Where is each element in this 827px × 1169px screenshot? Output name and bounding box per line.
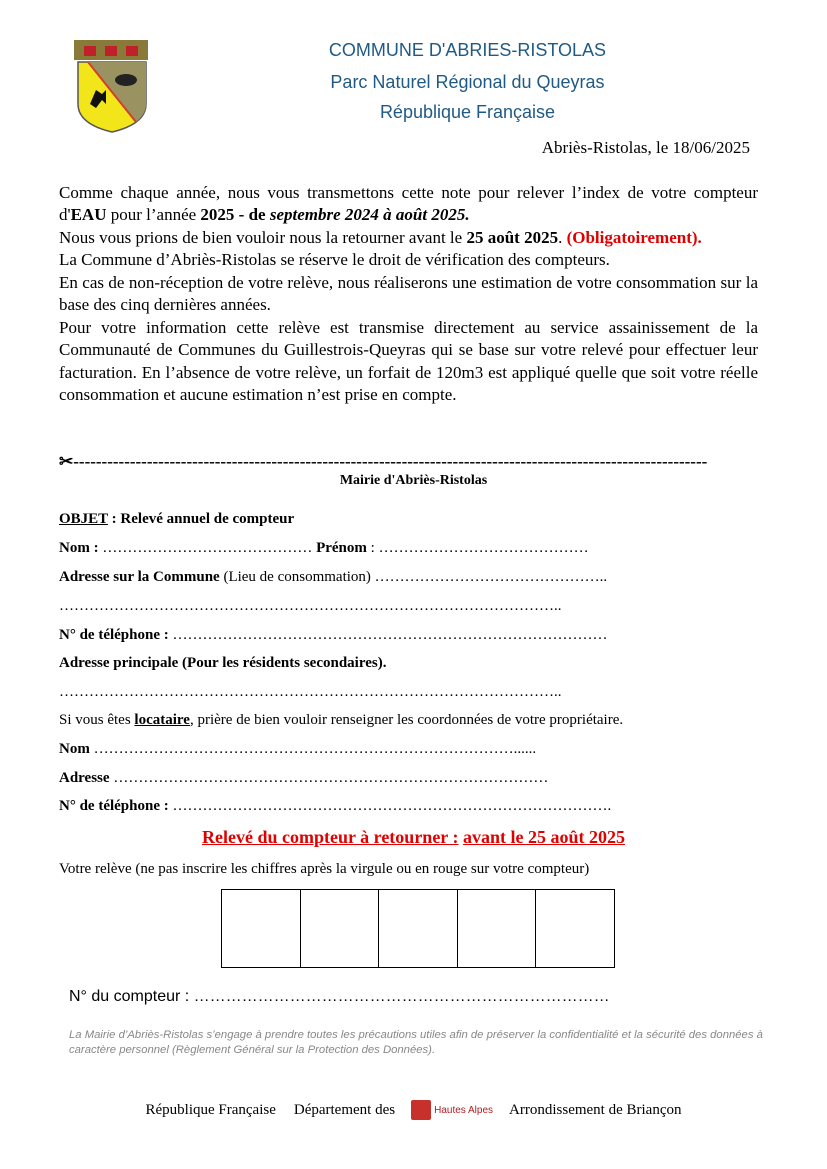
footer-arrondissement: Arrondissement de Briançon bbox=[509, 1101, 682, 1118]
address-label: Adresse sur la Commune bbox=[59, 569, 220, 585]
firstname-label: Prénom bbox=[316, 540, 367, 556]
intro-text: EAU bbox=[70, 205, 107, 225]
phone-field[interactable] bbox=[59, 627, 608, 644]
gdpr-notice: La Mairie d’Abriès-Ristolas s’engage à prendre toutes les précautions utiles afin de préserver la confidentialité et la sécurité des données à caractère personnel (Règlement Général sur la Protection des Données). bbox=[69, 1029, 763, 1056]
intro-text: pour l’année bbox=[106, 205, 201, 225]
intro-text: . bbox=[558, 227, 563, 247]
phone-label: N° de téléphone : bbox=[59, 627, 169, 643]
owner-address-dots[interactable]: …………………………………………………………………………… bbox=[109, 770, 549, 786]
digit-box[interactable] bbox=[301, 890, 380, 967]
phone-dots[interactable]: …………………………………………………………………………… bbox=[168, 627, 608, 643]
address-line-2[interactable]: ……………………………………………………………………………………….. bbox=[59, 598, 562, 614]
mountain-icon bbox=[411, 1100, 431, 1120]
hautes-alpes-label: Hautes Alpes bbox=[434, 1104, 494, 1116]
letter-date: Abriès-Ristolas, le 18/06/2025 bbox=[541, 138, 750, 157]
owner-name-dots[interactable]: …………………………………………………………………………...... bbox=[89, 741, 537, 757]
footer bbox=[0, 1100, 827, 1120]
object-label: OBJET bbox=[59, 511, 108, 527]
reading-heading bbox=[0, 827, 827, 848]
footer-department: Département des bbox=[293, 1101, 396, 1118]
owner-name-label: Nom bbox=[59, 741, 90, 757]
reading-instructions: Votre relève (ne pas inscrire les chiffres après la virgule ou en rouge sur votre compteur) bbox=[59, 861, 590, 877]
owner-phone-field[interactable] bbox=[59, 798, 611, 815]
footer-republic: République Française bbox=[145, 1101, 276, 1118]
digit-box[interactable] bbox=[379, 890, 458, 967]
commune-name: COMMUNE D'ABRIES-RISTOLAS bbox=[328, 40, 607, 60]
mandatory-text: (Obligatoirement). bbox=[566, 227, 702, 247]
main-address-field[interactable]: ……………………………………………………………………………………….. bbox=[59, 684, 562, 700]
owner-name-field[interactable] bbox=[59, 741, 536, 758]
name-label: Nom : bbox=[59, 540, 99, 556]
address-dots[interactable]: (Lieu de consommation) ……………………………………….. bbox=[219, 569, 608, 585]
digit-box[interactable] bbox=[458, 890, 537, 967]
owner-phone-label: N° de téléphone : bbox=[59, 798, 169, 814]
owner-address-label: Adresse bbox=[59, 770, 110, 786]
intro-text: Pour votre information cette relève est transmise directement au service assainissement de la Communauté de Communes du Guillestrois-Queyras qui se base sur votre relevé pour effectuer leur facturation. En l’absence de votre relève, un forfait de 120m3 est appliqué quelle que soit votre réelle consommation et aucune estimation n’est prise en compte. bbox=[59, 317, 758, 405]
owner-phone-dots[interactable]: ……………………………………………………………………………. bbox=[168, 798, 612, 814]
firstname-dots[interactable]: : …………………………………… bbox=[366, 540, 589, 556]
period-text: septembre 2024 à août 2025. bbox=[269, 205, 470, 225]
intro-text bbox=[59, 182, 758, 407]
intro-text: 2025 - de bbox=[200, 205, 270, 225]
reading-heading-a: Relevé du compteur à retourner : bbox=[202, 827, 459, 847]
republic-name: République Française bbox=[379, 102, 556, 122]
meter-number-field[interactable]: N° du compteur : …………………………………………………………………… bbox=[69, 988, 610, 1005]
park-name: Parc Naturel Régional du Queyras bbox=[330, 72, 605, 92]
owner-address-field[interactable] bbox=[59, 770, 548, 787]
main-address-label bbox=[59, 655, 386, 672]
name-dots[interactable]: …………………………………… bbox=[98, 540, 317, 556]
tenant-text: Si vous êtes bbox=[59, 712, 135, 728]
tenant-word: locataire bbox=[134, 712, 190, 728]
main-address-label: Adresse principale (Pour les résidents secondaires). bbox=[59, 655, 387, 671]
coat-of-arms-logo bbox=[70, 34, 152, 134]
form-title: Mairie d'Abriès-Ristolas bbox=[339, 473, 488, 488]
tenant-text: , prière de bien vouloir renseigner les coordonnées de votre propriétaire. bbox=[189, 712, 624, 728]
meter-digit-boxes bbox=[221, 889, 615, 968]
name-field[interactable] bbox=[59, 540, 589, 557]
digit-box[interactable] bbox=[222, 890, 301, 967]
intro-text: La Commune d’Abriès-Ristolas se réserve le droit de vérification des compteurs. bbox=[59, 250, 610, 270]
address-field[interactable] bbox=[59, 569, 607, 586]
hautes-alpes-logo bbox=[411, 1100, 493, 1120]
reading-deadline: avant le 25 août 2025 bbox=[462, 827, 625, 847]
intro-text: En cas de non-réception de votre relève, nous réaliserons une estimation de votre consommation sur la base des cinq dernières années. bbox=[59, 272, 758, 315]
tenant-instructions bbox=[59, 712, 623, 729]
cut-line-scissors: ✂---------------------------------------------------------------------------------------------------------------- bbox=[59, 452, 708, 471]
object-text: : Relevé annuel de compteur bbox=[107, 511, 295, 527]
form-object bbox=[59, 511, 294, 528]
digit-box[interactable] bbox=[536, 890, 614, 967]
intro-text: Comme chaque année, nous vous transmettons cette note pour relever l’index de votre compteur d' bbox=[59, 183, 758, 225]
intro-text: Nous vous prions de bien vouloir nous la retourner avant le bbox=[59, 227, 467, 247]
deadline-text: 25 août 2025 bbox=[466, 227, 559, 247]
